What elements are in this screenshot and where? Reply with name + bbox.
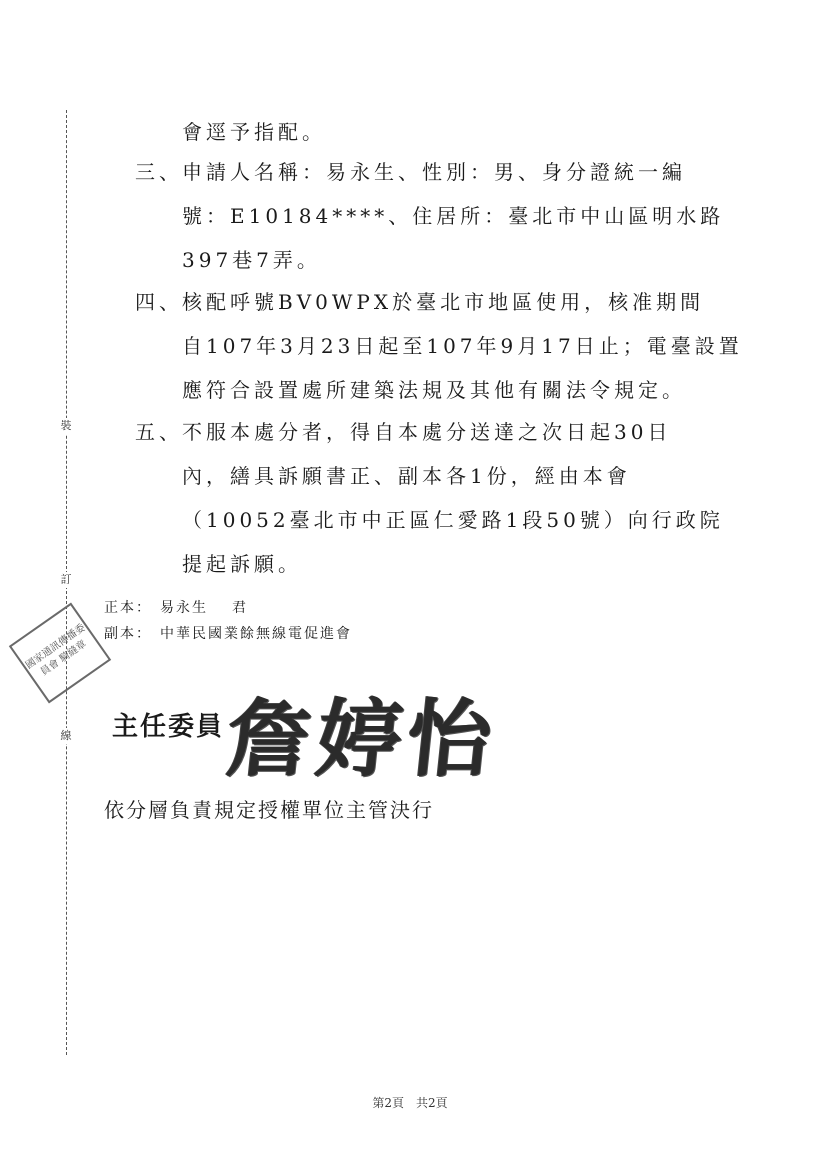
item-line: （10052臺北市中正區仁愛路1段50號）向行政院 <box>182 508 724 532</box>
binding-mark-xian: 線 <box>58 728 74 744</box>
item-line: 提起訴願。 <box>182 552 302 576</box>
page-number: 第2頁 共2頁 <box>372 1096 448 1110</box>
item-line: 不服本處分者，得自本處分送達之次日起30日 <box>182 420 672 444</box>
delegation-note: 依分層負責規定授權單位主管決行 <box>104 798 434 822</box>
item-line: 申請人名稱：易永生、性別：男、身分證統一編 <box>182 160 686 184</box>
item-line: 397巷7弄。 <box>182 248 321 272</box>
item-number: 四、 <box>135 290 183 314</box>
item-number: 三、 <box>135 160 183 184</box>
binding-mark-ding: 訂 <box>58 572 74 588</box>
item-line: 內，繕具訴願書正、副本各1份，經由本會 <box>182 464 631 488</box>
distribution-original <box>104 596 248 620</box>
distribution-copy <box>104 622 352 646</box>
stamp-text: 國家通訊傳播委員會 騎縫章 <box>23 622 89 679</box>
item-line: 自107年3月23日起至107年9月17日止；電臺設置 <box>182 334 743 358</box>
original-recipient: 易永生 <box>160 600 208 616</box>
copy-label: 副本： <box>104 626 152 642</box>
continued-text: 會逕予指配。 <box>182 120 326 144</box>
signature: 詹婷怡 <box>222 689 503 788</box>
item-number: 五、 <box>135 420 183 444</box>
item-line: 核配呼號BV0WPX於臺北市地區使用，核准期間 <box>182 290 705 314</box>
item-line: 號：E10184****、住居所：臺北市中山區明水路 <box>182 204 725 228</box>
binding-mark-zhuang: 裝 <box>58 418 74 434</box>
original-label: 正本： <box>104 600 152 616</box>
original-suffix: 君 <box>232 600 248 616</box>
seal-stamp <box>9 603 111 704</box>
item-line: 應符合設置處所建築法規及其他有關法令規定。 <box>182 378 686 402</box>
signatory-title: 主任委員 <box>112 712 225 742</box>
copy-recipient: 中華民國業餘無線電促進會 <box>160 626 352 642</box>
